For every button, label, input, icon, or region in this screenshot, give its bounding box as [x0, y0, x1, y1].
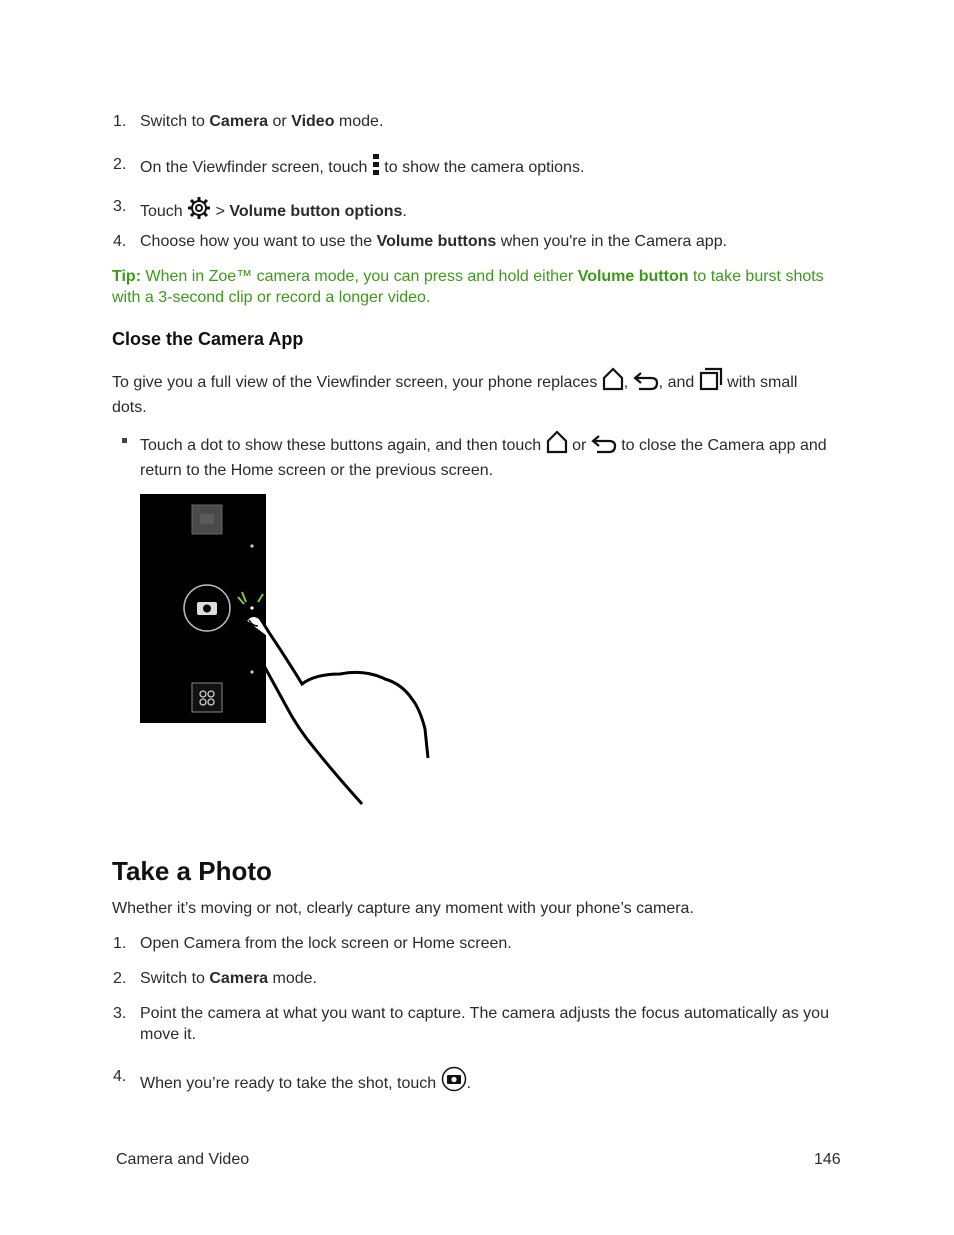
bullet-marker — [122, 438, 127, 443]
section-heading: Close the Camera App — [112, 329, 304, 349]
back-icon — [591, 434, 617, 460]
footer-section-title: Camera and Video — [116, 1151, 250, 1168]
close-paragraph: To give you a full view of the Viewfinder screen, your phone replaces , , and with small dots. — [112, 367, 832, 418]
recent-apps-icon — [699, 367, 723, 397]
tip-label: Tip: — [112, 268, 142, 285]
bullet-text: Touch a dot to show these buttons again, and then touch or to close the Camera app and return to the Home screen or the previous screen. — [140, 430, 842, 481]
step-text: Point the camera at what you want to capture. The camera adjusts the focus automatically as you move it. — [140, 1005, 829, 1043]
step-text: Open Camera from the lock screen or Home screen. — [140, 935, 512, 952]
tip-note: Tip: When in Zoe™ camera mode, you can press and hold either Volume button to take burst shots with a 3-second clip or record a longer video. — [112, 268, 824, 306]
step-number: 1. — [113, 935, 127, 952]
step-text: When you’re ready to take the shot, touch . — [140, 1066, 843, 1098]
step-number: 3. — [113, 1005, 127, 1022]
step-text: Choose how you want to use the Volume buttons when you're in the Camera app. — [140, 233, 728, 250]
step-number: 4. — [113, 1068, 127, 1085]
page-number: 146 — [814, 1151, 841, 1168]
step-text: On the Viewfinder screen, touch to show the camera options. — [140, 154, 843, 182]
intro-paragraph: Whether it’s moving or not, clearly capture any moment with your phone’s camera. — [112, 900, 694, 917]
home-icon — [546, 430, 568, 460]
back-icon — [633, 371, 659, 397]
step-text: Switch to Camera mode. — [140, 970, 317, 987]
step-number: 2. — [113, 156, 127, 173]
step-number: 4. — [113, 233, 127, 250]
camera-illustration — [140, 494, 440, 809]
page-heading: Take a Photo — [112, 856, 272, 886]
step-text: Switch to Camera or Video mode. — [140, 113, 384, 130]
menu-dots-icon — [372, 154, 380, 182]
home-icon — [602, 367, 624, 397]
step-number: 2. — [113, 970, 127, 987]
step-text: Touch > Volume button options. — [140, 196, 843, 226]
step-number: 1. — [113, 113, 127, 130]
step-number: 3. — [113, 198, 127, 215]
camera-shutter-icon — [441, 1066, 467, 1098]
gear-icon — [187, 196, 211, 226]
